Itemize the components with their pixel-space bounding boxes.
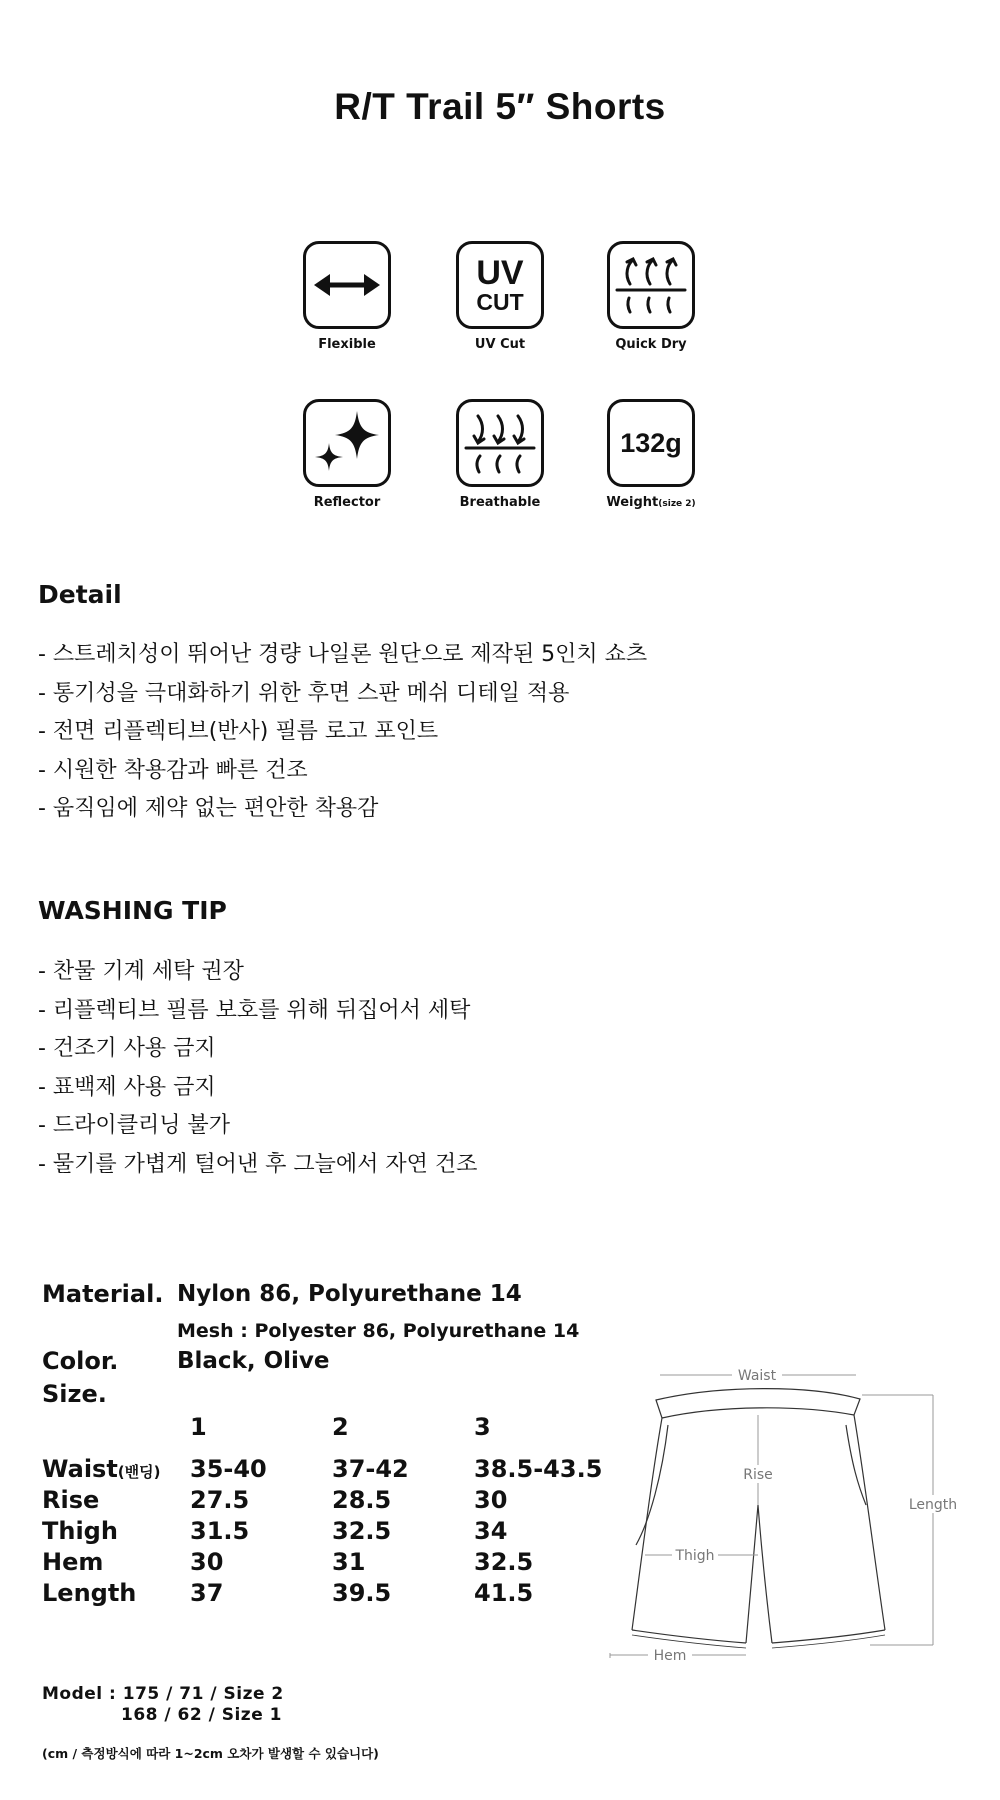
table-cell: 32.5	[474, 1548, 534, 1576]
list-item: - 물기를 가볍게 털어낸 후 그늘에서 자연 건조	[38, 1151, 478, 1177]
list-item: - 통기성을 극대화하기 위한 후면 스판 메쉬 디테일 적용	[38, 680, 570, 706]
table-cell: 35-40	[190, 1455, 267, 1483]
list-item: - 드라이클리닝 불가	[38, 1113, 230, 1138]
feature-weight	[591, 399, 711, 510]
table-row	[42, 1486, 642, 1517]
size-header: 2	[332, 1413, 349, 1441]
diagram-length-label: Length	[908, 1497, 958, 1513]
table-cell: 37-42	[332, 1455, 409, 1483]
table-cell: 31	[332, 1548, 366, 1576]
detail-list	[38, 636, 647, 829]
size-header: 1	[190, 1413, 207, 1441]
feature-label: UV Cut	[474, 337, 526, 352]
feature-breathable	[440, 399, 560, 510]
table-cell: 28.5	[332, 1486, 392, 1514]
weight-icon	[607, 399, 695, 487]
model-line-2: 168 / 62 / Size 1	[121, 1705, 282, 1725]
table-cell: 38.5-43.5	[474, 1455, 603, 1483]
color-value: Black, Olive	[177, 1348, 330, 1374]
table-cell: 30	[474, 1486, 508, 1514]
table-cell: 27.5	[190, 1486, 250, 1514]
feature-label: Quick Dry	[615, 337, 687, 352]
feature-label: Breathable	[459, 495, 541, 510]
diagram-waist-label: Waist	[737, 1368, 777, 1384]
weight-value: 132g	[620, 427, 682, 458]
list-item: - 찬물 기계 세탁 권장	[38, 959, 244, 984]
diagram-rise-label: Rise	[743, 1467, 773, 1483]
detail-heading: Detail	[38, 580, 122, 609]
row-label: Thigh	[42, 1517, 118, 1545]
feature-label: Reflector	[313, 495, 381, 510]
row-label: Waist(밴딩)	[42, 1455, 161, 1483]
double-arrow-icon	[303, 241, 391, 329]
table-cell: 39.5	[332, 1579, 392, 1607]
size-header: 3	[474, 1413, 491, 1441]
color-label: Color.	[42, 1347, 119, 1375]
page-title: R/T Trail 5″ Shorts	[334, 86, 666, 127]
washing-heading: WASHING TIP	[38, 896, 227, 925]
list-item: - 움직임에 제약 없는 편안한 착용감	[38, 796, 379, 821]
table-cell: 37	[190, 1579, 224, 1607]
row-label: Length	[42, 1579, 137, 1607]
diagram-hem-label: Hem	[653, 1648, 687, 1664]
table-row	[42, 1579, 642, 1610]
feature-label: Flexible	[318, 337, 376, 352]
measurement-note: (cm / 측정방식에 따라 1~2cm 오차가 발생할 수 있습니다)	[42, 1746, 379, 1761]
feature-uv-cut	[440, 241, 560, 352]
feature-label	[591, 495, 711, 510]
uv-cut-icon	[456, 241, 544, 329]
material-label: Material.	[42, 1280, 164, 1308]
table-cell: 34	[474, 1517, 508, 1545]
table-cell: 41.5	[474, 1579, 534, 1607]
sparkle-icon	[303, 399, 391, 487]
washing-list	[38, 953, 477, 1184]
table-row	[42, 1517, 642, 1548]
list-item: - 건조기 사용 금지	[38, 1036, 216, 1061]
feature-quick-dry	[591, 241, 711, 352]
list-item: - 시원한 착용감과 빠른 건조	[38, 757, 308, 783]
material-value: Nylon 86, Polyurethane 14	[177, 1281, 522, 1307]
model-info	[42, 1684, 284, 1726]
table-cell: 32.5	[332, 1517, 392, 1545]
weight-label: Weight	[606, 495, 659, 510]
list-item: - 전면 리플렉티브(반사) 필름 로고 포인트	[38, 719, 439, 744]
row-label: Rise	[42, 1486, 100, 1514]
shorts-measurement-diagram	[600, 1355, 970, 1665]
diagram-thigh-label: Thigh	[675, 1548, 715, 1564]
model-line-1: Model : 175 / 71 / Size 2	[42, 1684, 284, 1704]
quick-dry-icon	[607, 241, 695, 329]
list-item: - 리플렉티브 필름 보호를 위해 뒤집어서 세탁	[38, 997, 471, 1023]
size-label: Size.	[42, 1380, 107, 1408]
feature-flexible	[287, 241, 407, 352]
list-item: - 표백제 사용 금지	[38, 1074, 216, 1100]
cut-text: CUT	[476, 289, 524, 315]
feature-reflector	[287, 399, 407, 510]
size-header-row	[42, 1413, 642, 1444]
list-item: - 스트레치성이 뛰어난 경량 나일론 원단으로 제작된 5인치 쇼츠	[38, 642, 648, 667]
breathable-icon	[456, 399, 544, 487]
mesh-value: Mesh : Polyester 86, Polyurethane 14	[177, 1320, 580, 1342]
row-label: Hem	[42, 1548, 104, 1576]
table-row	[42, 1548, 642, 1579]
table-row	[42, 1455, 642, 1486]
uv-text: UV	[476, 254, 524, 292]
table-cell: 31.5	[190, 1517, 250, 1545]
table-cell: 30	[190, 1548, 224, 1576]
weight-label-suffix: (size 2)	[658, 499, 696, 509]
